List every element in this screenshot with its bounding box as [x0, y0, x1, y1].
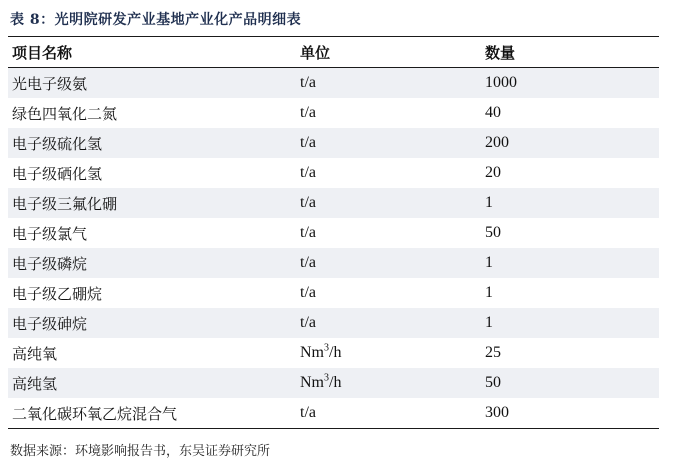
unit-base: t/a: [300, 194, 316, 211]
table-row: [8, 68, 659, 98]
cell-quantity: 1000: [485, 74, 517, 91]
product-table: [8, 36, 659, 429]
cell-unit: [300, 104, 485, 122]
unit-base: t/a: [300, 104, 316, 121]
cell-quantity: 50: [485, 224, 501, 241]
table-row: [8, 368, 659, 398]
table-row: [8, 218, 659, 248]
unit-superscript: 3: [324, 342, 329, 354]
cell-quantity: 25: [485, 344, 501, 361]
table-row: [8, 308, 659, 338]
table-caption: 表 8：光明院研发产业基地产业化产品明细表: [10, 12, 302, 28]
cell-name: 高纯氧: [12, 344, 58, 363]
unit-base: t/a: [300, 164, 316, 181]
cell-name: 电子级砷烷: [12, 314, 88, 333]
cell-quantity: 1: [485, 254, 493, 271]
cell-quantity: 1: [485, 284, 493, 301]
unit-base: t/a: [300, 134, 316, 151]
cell-name: 电子级乙硼烷: [12, 284, 103, 303]
cell-name: 二氧化碳环氧乙烷混合气: [12, 404, 178, 423]
cell-name: 电子级三氟化硼: [12, 194, 118, 213]
cell-name: 高纯氢: [12, 374, 58, 393]
header-name: 项目名称: [12, 43, 73, 62]
cell-unit: [300, 314, 485, 332]
cell-name: 电子级硒化氢: [12, 164, 103, 183]
cell-unit: [300, 194, 485, 212]
cell-name: 电子级硫化氢: [12, 134, 103, 153]
cell-quantity: 300: [485, 404, 509, 421]
table-header-row: [8, 37, 659, 68]
cell-unit: [300, 74, 485, 92]
cell-quantity: 40: [485, 104, 501, 121]
unit-superscript: 3: [324, 372, 329, 384]
unit-base: t/a: [300, 284, 316, 301]
cell-quantity: 20: [485, 164, 501, 181]
table-row: [8, 128, 659, 158]
cell-name: 绿色四氧化二氮: [12, 104, 118, 123]
cell-unit: [300, 224, 485, 242]
unit-tail: /h: [329, 374, 342, 391]
header-unit: 单位: [300, 43, 331, 62]
cell-unit: [300, 344, 485, 362]
table-row: [8, 338, 659, 368]
cell-quantity: 200: [485, 134, 509, 151]
unit-base: Nm: [300, 344, 324, 361]
cell-unit: [300, 374, 485, 392]
unit-base: Nm: [300, 374, 324, 391]
unit-base: t/a: [300, 254, 316, 271]
unit-base: t/a: [300, 224, 316, 241]
table-body: [8, 68, 659, 428]
unit-base: t/a: [300, 74, 316, 91]
unit-base: t/a: [300, 404, 316, 421]
unit-tail: /h: [329, 344, 342, 361]
cell-name: 电子级氯气: [12, 224, 88, 243]
cell-unit: [300, 404, 485, 422]
table-row: [8, 248, 659, 278]
source-note: 数据来源：环境影响报告书，东吴证券研究所: [10, 444, 271, 459]
cell-name: 电子级磷烷: [12, 254, 88, 273]
cell-name: 光电子级氨: [12, 74, 88, 93]
header-quantity: 数量: [485, 43, 516, 62]
unit-base: t/a: [300, 314, 316, 331]
cell-quantity: 1: [485, 314, 493, 331]
cell-unit: [300, 164, 485, 182]
table-row: [8, 98, 659, 128]
cell-unit: [300, 254, 485, 272]
cell-unit: [300, 284, 485, 302]
cell-unit: [300, 134, 485, 152]
table-row: [8, 188, 659, 218]
table-row: [8, 398, 659, 428]
table-bottom-rule: [8, 428, 659, 429]
cell-quantity: 50: [485, 374, 501, 391]
table-row: [8, 158, 659, 188]
table-row: [8, 278, 659, 308]
cell-quantity: 1: [485, 194, 493, 211]
